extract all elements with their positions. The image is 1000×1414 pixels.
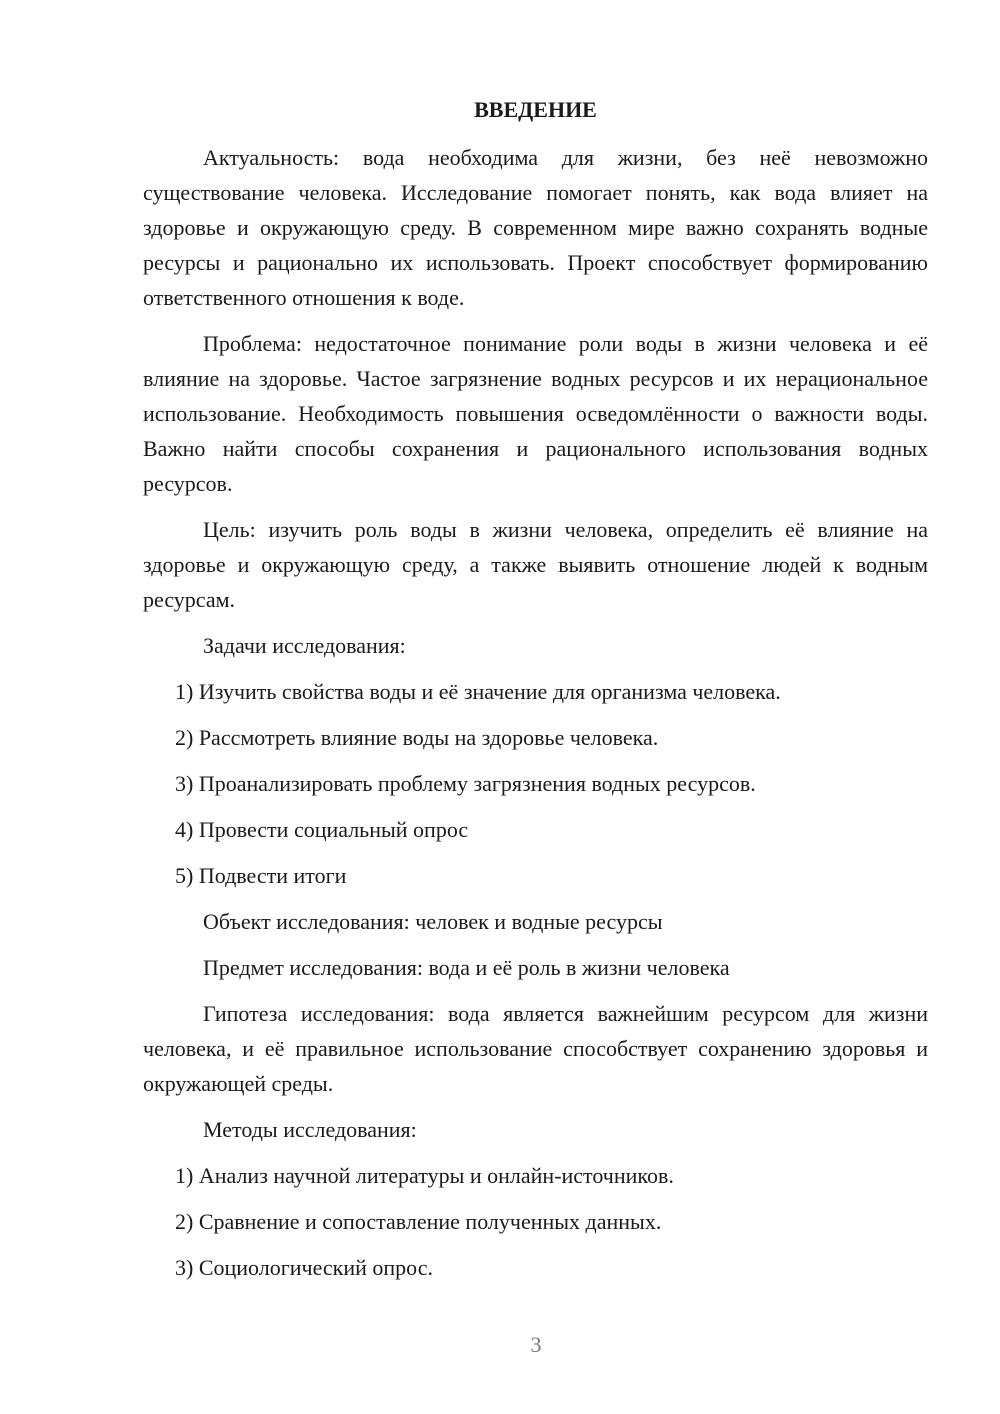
subject-paragraph: Предмет исследования: вода и её роль в жизни человека bbox=[203, 955, 730, 980]
page-number: 3 bbox=[530, 1332, 542, 1357]
method-item: 1) Анализ научной литературы и онлайн-источников. bbox=[175, 1163, 674, 1188]
problem-paragraph: Проблема: недостаточное понимание роли воды в жизни человека и её влияние на здоровье. Частое загрязнение водных ресурсов и их нерациональное использование. Необходимость повышения осведомлённости о важности воды. Важно найти способы сохранения и рационального использования водных ресурсов. bbox=[143, 331, 928, 496]
methods-heading: Методы исследования: bbox=[203, 1117, 417, 1142]
hypothesis-paragraph: Гипотеза исследования: вода является важнейшим ресурсом для жизни человека, и её правильное использование способствует сохранению здоровья и окружающей среды. bbox=[143, 1001, 928, 1096]
goal-paragraph: Цель: изучить роль воды в жизни человека, определить её влияние на здоровье и окружающую среду, а также выявить отношение людей к водным ресурсам. bbox=[143, 517, 928, 612]
section-title: ВВЕДЕНИЕ bbox=[474, 97, 597, 122]
task-item: 3) Проанализировать проблему загрязнения водных ресурсов. bbox=[175, 771, 756, 796]
method-item: 3) Социологический опрос. bbox=[175, 1255, 433, 1280]
task-item: 2) Рассмотреть влияние воды на здоровье человека. bbox=[175, 725, 659, 750]
task-item: 5) Подвести итоги bbox=[175, 863, 347, 888]
task-item: 4) Провести социальный опрос bbox=[175, 817, 469, 842]
document-page bbox=[143, 95, 928, 1296]
task-item: 1) Изучить свойства воды и её значение для организма человека. bbox=[175, 679, 781, 704]
method-item: 2) Сравнение и сопоставление полученных данных. bbox=[175, 1209, 662, 1234]
tasks-heading: Задачи исследования: bbox=[203, 633, 406, 658]
relevance-paragraph: Актуальность: вода необходима для жизни, без неё невозможно существование человека. Исследование помогает понять, как вода влияет на здоровье и окружающую среду. В современном мире важно сохранять водные ресурсы и рационально их использовать. Проект способствует формированию ответственного отношения к воде. bbox=[143, 145, 928, 310]
object-paragraph: Объект исследования: человек и водные ресурсы bbox=[203, 909, 663, 934]
